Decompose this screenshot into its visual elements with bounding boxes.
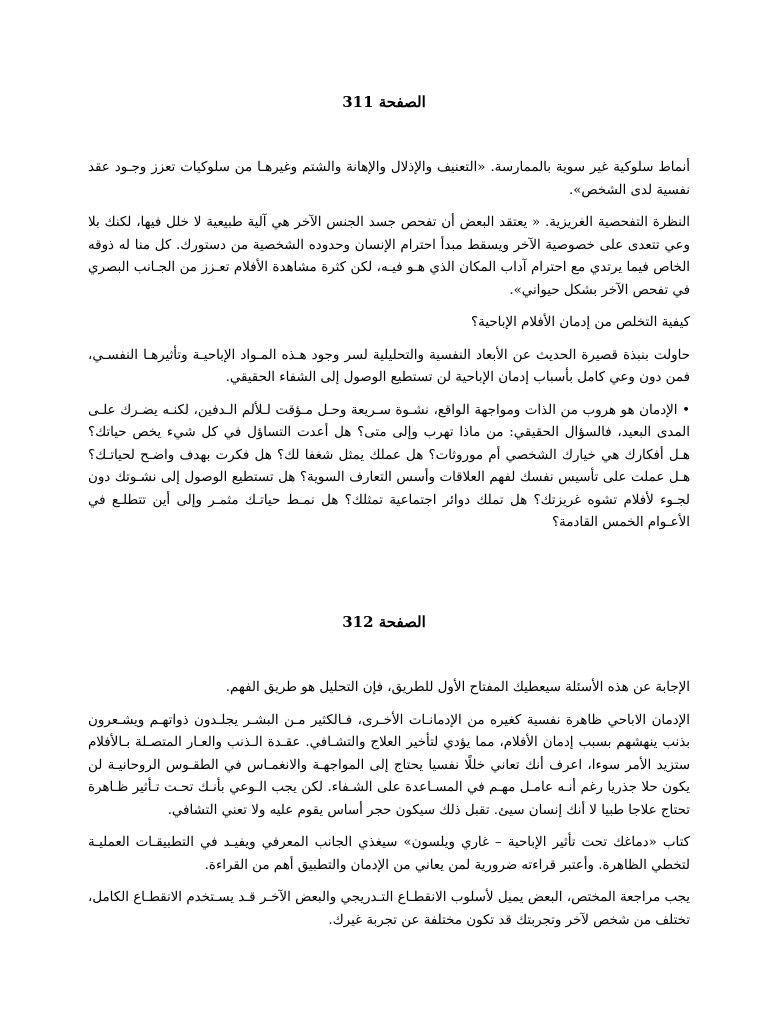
paragraph: يجب مراجعة المختص، البعض يميل لأسلوب الانقطـاع التـدريجي والبعض الآخـر قـد يسـتخدم الانقطـاع الكامل، تختلف من شخص لآخر وتجربتك قد تكون مختلفة عن تجربة غيرك. <box>88 890 690 928</box>
paragraph: حاولت بنبذة قصيرة الحديث عن الأبعاد النفسية والتحليلية لسر وجود هـذه المـواد الإباحيـة وتأثيرهـا النفسـي، فمن دون وعي كامل بأسباب إدمان الإباحية لن تستطيع الوصول إلى الشفاء الحقيقي. <box>88 347 690 385</box>
page-heading-312: الصفحة 312 <box>342 613 426 631</box>
page-heading-311: الصفحة 311 <box>342 93 426 111</box>
paragraph: الإجابة عن هذه الأسئلة سيعطيك المفتاح الأول للطريق، فإن التحليل هو طريق الفهم. <box>225 680 690 695</box>
paragraph-question: كيفية التخلص من إدمان الأفلام الإباحية؟ <box>471 315 690 330</box>
paragraph: أنماط سلوكية غير سوية بالممارسة. «التعنيف والإذلال والإهانة والشتم وغيرهـا من سلوكيات تعزز وجـود عقد نفسية لدى الشخص». <box>88 160 690 198</box>
paragraph: الإدمان الاباحي ظاهرة نفسية كغيره من الإدمانـات الأخـرى، فـالكثير مـن البشـر يجلـدون ذواتهـم ويشـعرون بذنب ينهشهم بسبب إدمان الأفلام، مما يؤدي لتأخير العلاج والتشـافي. عقـدة الـذنب والعـار المتصـلة بـالأفلام ستزيد الأمر سوءا، اعرف أنك تعاني خللًا نفسيا يحتاج إلى المواجهـة والانغمـاس في الطقـوس الروحانيـة لن يكون حلا جذريا رغم أنـه عامـل مهـم في المسـاعدة على الشـفاء. لكن يجب الـوعي بأنـك تحـت تـأثير ظـاهرة تحتاج علاجا طبيا لا أنك إنسان سيئ. تقبل ذلك سيكون حجر أساس يقوم عليه ولا تعني التشافي. <box>88 712 690 818</box>
paragraph: النظرة التفحصية الغريزية. « يعتقد البعض أن تفحص جسد الجنس الآخر هي آلية طبيعية لا خلل فيها، لكنك بلا وعي تتعدى على خصوصية الآخر ويسقط مبدأ احترام الإنسان وحدوده الشخصية من دستورك. كل منا له ذوقه الخاص فيما يرتدي مع احترام آداب المكان الذي هـو فيـه، لكن كثرة مشاهدة الأفلام تعـزز من الجـانب البصري في تفحص الآخر بشكل حيواني». <box>88 215 690 298</box>
section-page-312 <box>88 677 690 942</box>
paragraph: كتاب «دماغك تحت تأثير الإباحية – غاري ويلسون» سيغذي الجانب المعرفي ويفيـد في التطبيقـات العمليـة لتخطي الظاهرة. وأعتبر قراءته ضرورية لمن يعاني من الإدمان والتطبيق أهم من القراءة. <box>88 835 690 873</box>
section-page-311 <box>88 157 690 545</box>
paragraph-bullet: • الإدمان هو هروب من الذات ومواجهة الواقع، نشـوة سـريعة وحـل مـؤقت لـلألم الـدفين، لكنـه يضـرك علـى المدى البعيد، فالسؤال الحقيقي: من ماذا تهرب وإلى متى؟ هل أعدت التساؤل في كل شيء يخص حياتك؟ هـل أفكارك هي خيارك الشخصي أم موروثات؟ هل عملك يمثل شغفا لك؟ هل فكرت بهدف واضـح لحياتـك؟ هـل عملت على تأسيس نفسك لفهم العلاقات وأسس التعارف السوية؟ هل تستطيع الوصول إلى نشـوتك دون لجـوء لأفلام تشوه غريزتك؟ هل تملك دوائر اجتماعية تمثلك؟ هل نمـط حياتـك مثمـر وإلى أين تتطلـع في الأعـوام الخمس القادمة؟ <box>88 402 690 530</box>
